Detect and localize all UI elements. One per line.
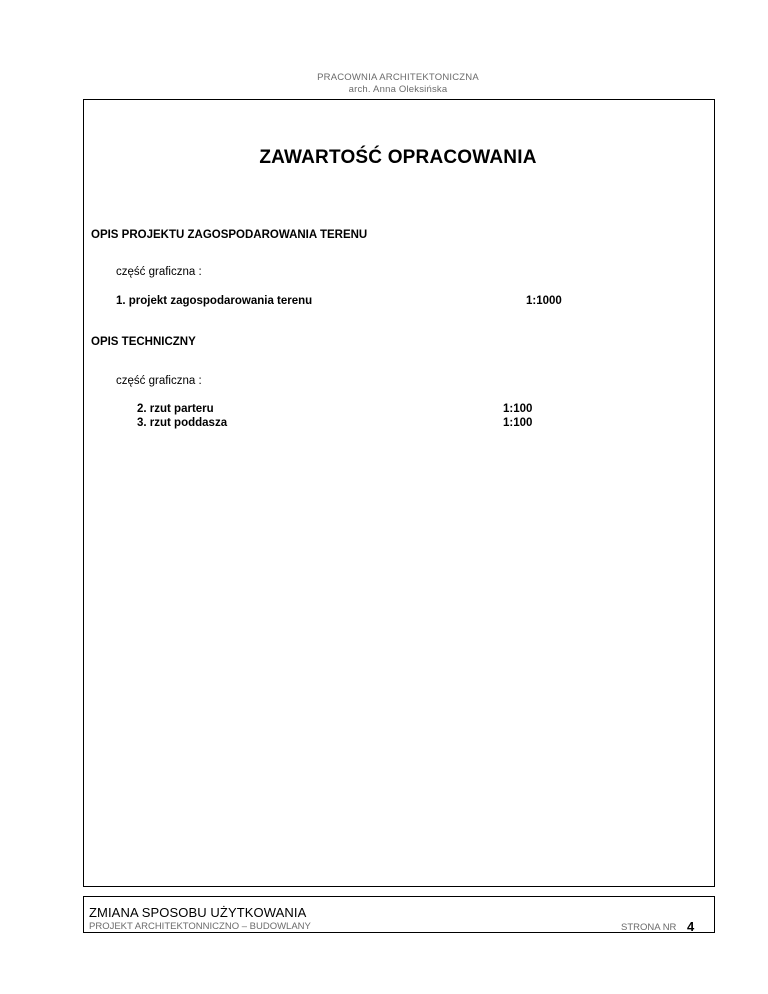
office-name: PRACOWNIA ARCHITEKTONICZNA <box>317 72 479 83</box>
graphic-part-label: część graficzna : <box>116 266 202 278</box>
architect-name: arch. Anna Oleksińska <box>348 84 448 95</box>
drawing-item-scale: 1:100 <box>503 417 533 429</box>
drawing-item-name: 2. rzut parteru <box>137 403 214 415</box>
content-frame <box>83 99 715 887</box>
document-title: ZAWARTOŚĆ OPRACOWANIA <box>259 147 537 168</box>
footer-title: ZMIANA SPOSOBU UŻYTKOWANIA <box>89 905 307 920</box>
drawing-item-scale: 1:1000 <box>526 295 562 307</box>
section-heading-land-development: OPIS PROJEKTU ZAGOSPODAROWANIA TERENU <box>91 229 368 241</box>
page-number-label: STRONA NR <box>621 922 677 933</box>
drawing-item-name: 3. rzut poddasza <box>137 417 228 429</box>
footer-subtitle: PROJEKT ARCHITEKTONNICZNO – BUDOWLANY <box>89 921 311 932</box>
section-heading-technical: OPIS TECHNICZNY <box>91 336 196 348</box>
drawing-item-name: 1. projekt zagospodarowania terenu <box>116 295 313 307</box>
page-number: 4 <box>687 919 695 934</box>
drawing-item-scale: 1:100 <box>503 403 533 415</box>
graphic-part-label: część graficzna : <box>116 375 202 387</box>
